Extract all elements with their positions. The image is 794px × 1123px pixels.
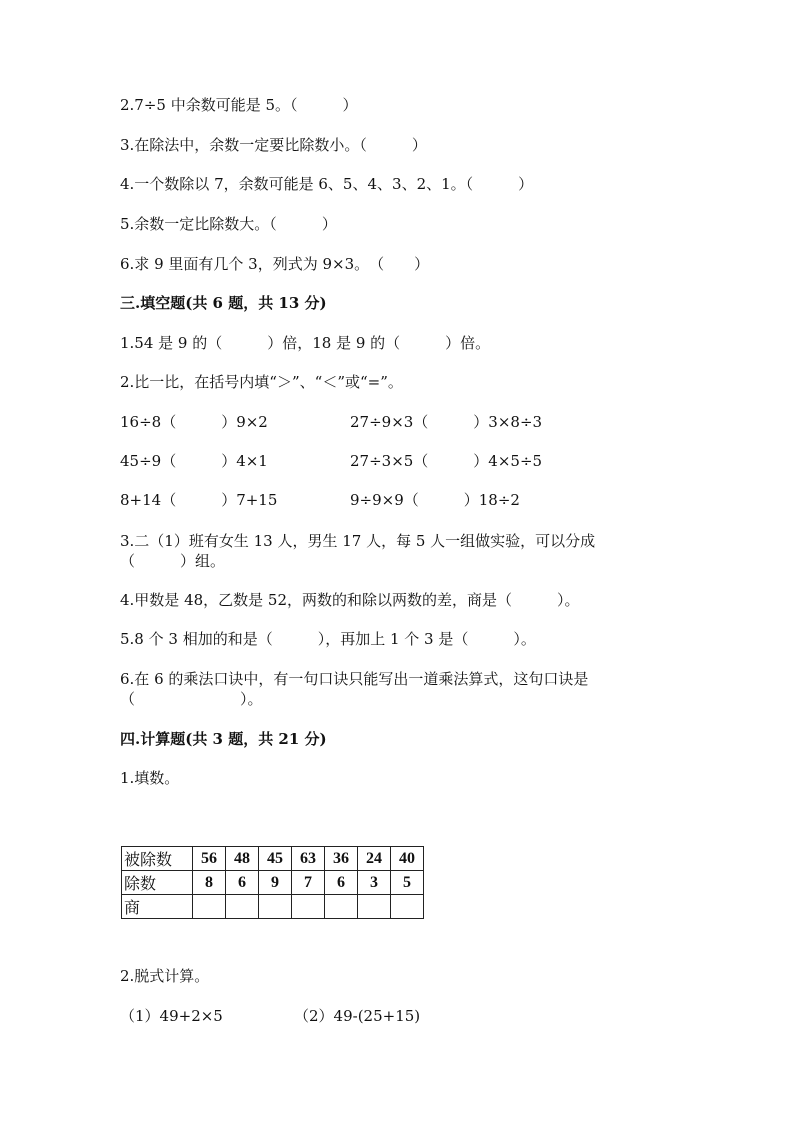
table-cell: 36: [325, 847, 358, 871]
table-cell: 6: [226, 871, 259, 895]
calc-question-1: 1.填数。: [120, 769, 180, 787]
fill-question-2: 2.比一比，在括号内填“＞”、“＜”或“=”。: [120, 373, 403, 391]
table-row-label: 商: [122, 895, 193, 919]
table-cell: 7: [292, 871, 325, 895]
division-table: [121, 846, 424, 919]
answer-cell[interactable]: [259, 895, 292, 919]
section-title-calculation: 四.计算题(共 3 题，共 21 分): [120, 730, 327, 748]
compare-row-2-right: 27÷3×5（ ）4×5÷5: [350, 452, 543, 470]
table-row-label: 被除数: [122, 847, 193, 871]
answer-cell[interactable]: [226, 895, 259, 919]
table-cell: 45: [259, 847, 292, 871]
judgment-item-5: 5.余数一定比除数大。（ ）: [120, 215, 337, 233]
table-cell: 48: [226, 847, 259, 871]
table-cell: 63: [292, 847, 325, 871]
calc-expression-2: （2）49-(25+15): [294, 1007, 421, 1025]
fill-question-6-line-2: （ ）。: [120, 690, 263, 708]
table-cell: 8: [193, 871, 226, 895]
answer-cell[interactable]: [325, 895, 358, 919]
table-row-dividend: [122, 847, 424, 871]
compare-row-3-left: 8+14（ ）7+15: [120, 491, 278, 509]
answer-cell[interactable]: [292, 895, 325, 919]
table-cell: 3: [358, 871, 391, 895]
table-row-quotient: [122, 895, 424, 919]
fill-question-3-line-1: 3.二（1）班有女生 13 人，男生 17 人，每 5 人一组做实验，可以分成: [120, 532, 596, 550]
compare-row-3-right: 9÷9×9（ ）18÷2: [350, 491, 520, 509]
judgment-item-6: 6.求 9 里面有几个 3，列式为 9×3。 （ ）: [120, 255, 430, 273]
table-row-divisor: [122, 871, 424, 895]
answer-cell[interactable]: [193, 895, 226, 919]
compare-row-1-left: 16÷8（ ）9×2: [120, 413, 268, 431]
table-cell: 9: [259, 871, 292, 895]
judgment-item-2: 2.7÷5 中余数可能是 5。（ ）: [120, 96, 358, 114]
answer-cell[interactable]: [358, 895, 391, 919]
judgment-item-3: 3.在除法中，余数一定要比除数小。（ ）: [120, 136, 427, 154]
fill-question-4: 4.甲数是 48，乙数是 52，两数的和除以两数的差，商是（ ）。: [120, 591, 580, 609]
table-row-label: 除数: [122, 871, 193, 895]
table-cell: 6: [325, 871, 358, 895]
judgment-item-4: 4.一个数除以 7，余数可能是 6、5、4、3、2、1。（ ）: [120, 175, 534, 193]
table-cell: 40: [391, 847, 424, 871]
table-cell: 24: [358, 847, 391, 871]
calc-expression-1: （1）49+2×5: [120, 1007, 223, 1025]
fill-question-3-line-2: （ ）组。: [120, 552, 226, 570]
section-title-fill-blank: 三.填空题(共 6 题，共 13 分): [120, 294, 327, 312]
compare-row-1-right: 27÷9×3（ ）3×8÷3: [350, 413, 543, 431]
fill-question-5: 5.8 个 3 相加的和是（ ），再加上 1 个 3 是（ ）。: [120, 630, 536, 648]
fill-question-1: 1.54 是 9 的（ ）倍，18 是 9 的（ ）倍。: [120, 334, 491, 352]
answer-cell[interactable]: [391, 895, 424, 919]
compare-row-2-left: 45÷9（ ）4×1: [120, 452, 268, 470]
fill-question-6-line-1: 6.在 6 的乘法口诀中，有一句口诀只能写出一道乘法算式，这句口诀是: [120, 670, 589, 688]
table-cell: 56: [193, 847, 226, 871]
table-cell: 5: [391, 871, 424, 895]
calc-question-2: 2.脱式计算。: [120, 967, 210, 985]
